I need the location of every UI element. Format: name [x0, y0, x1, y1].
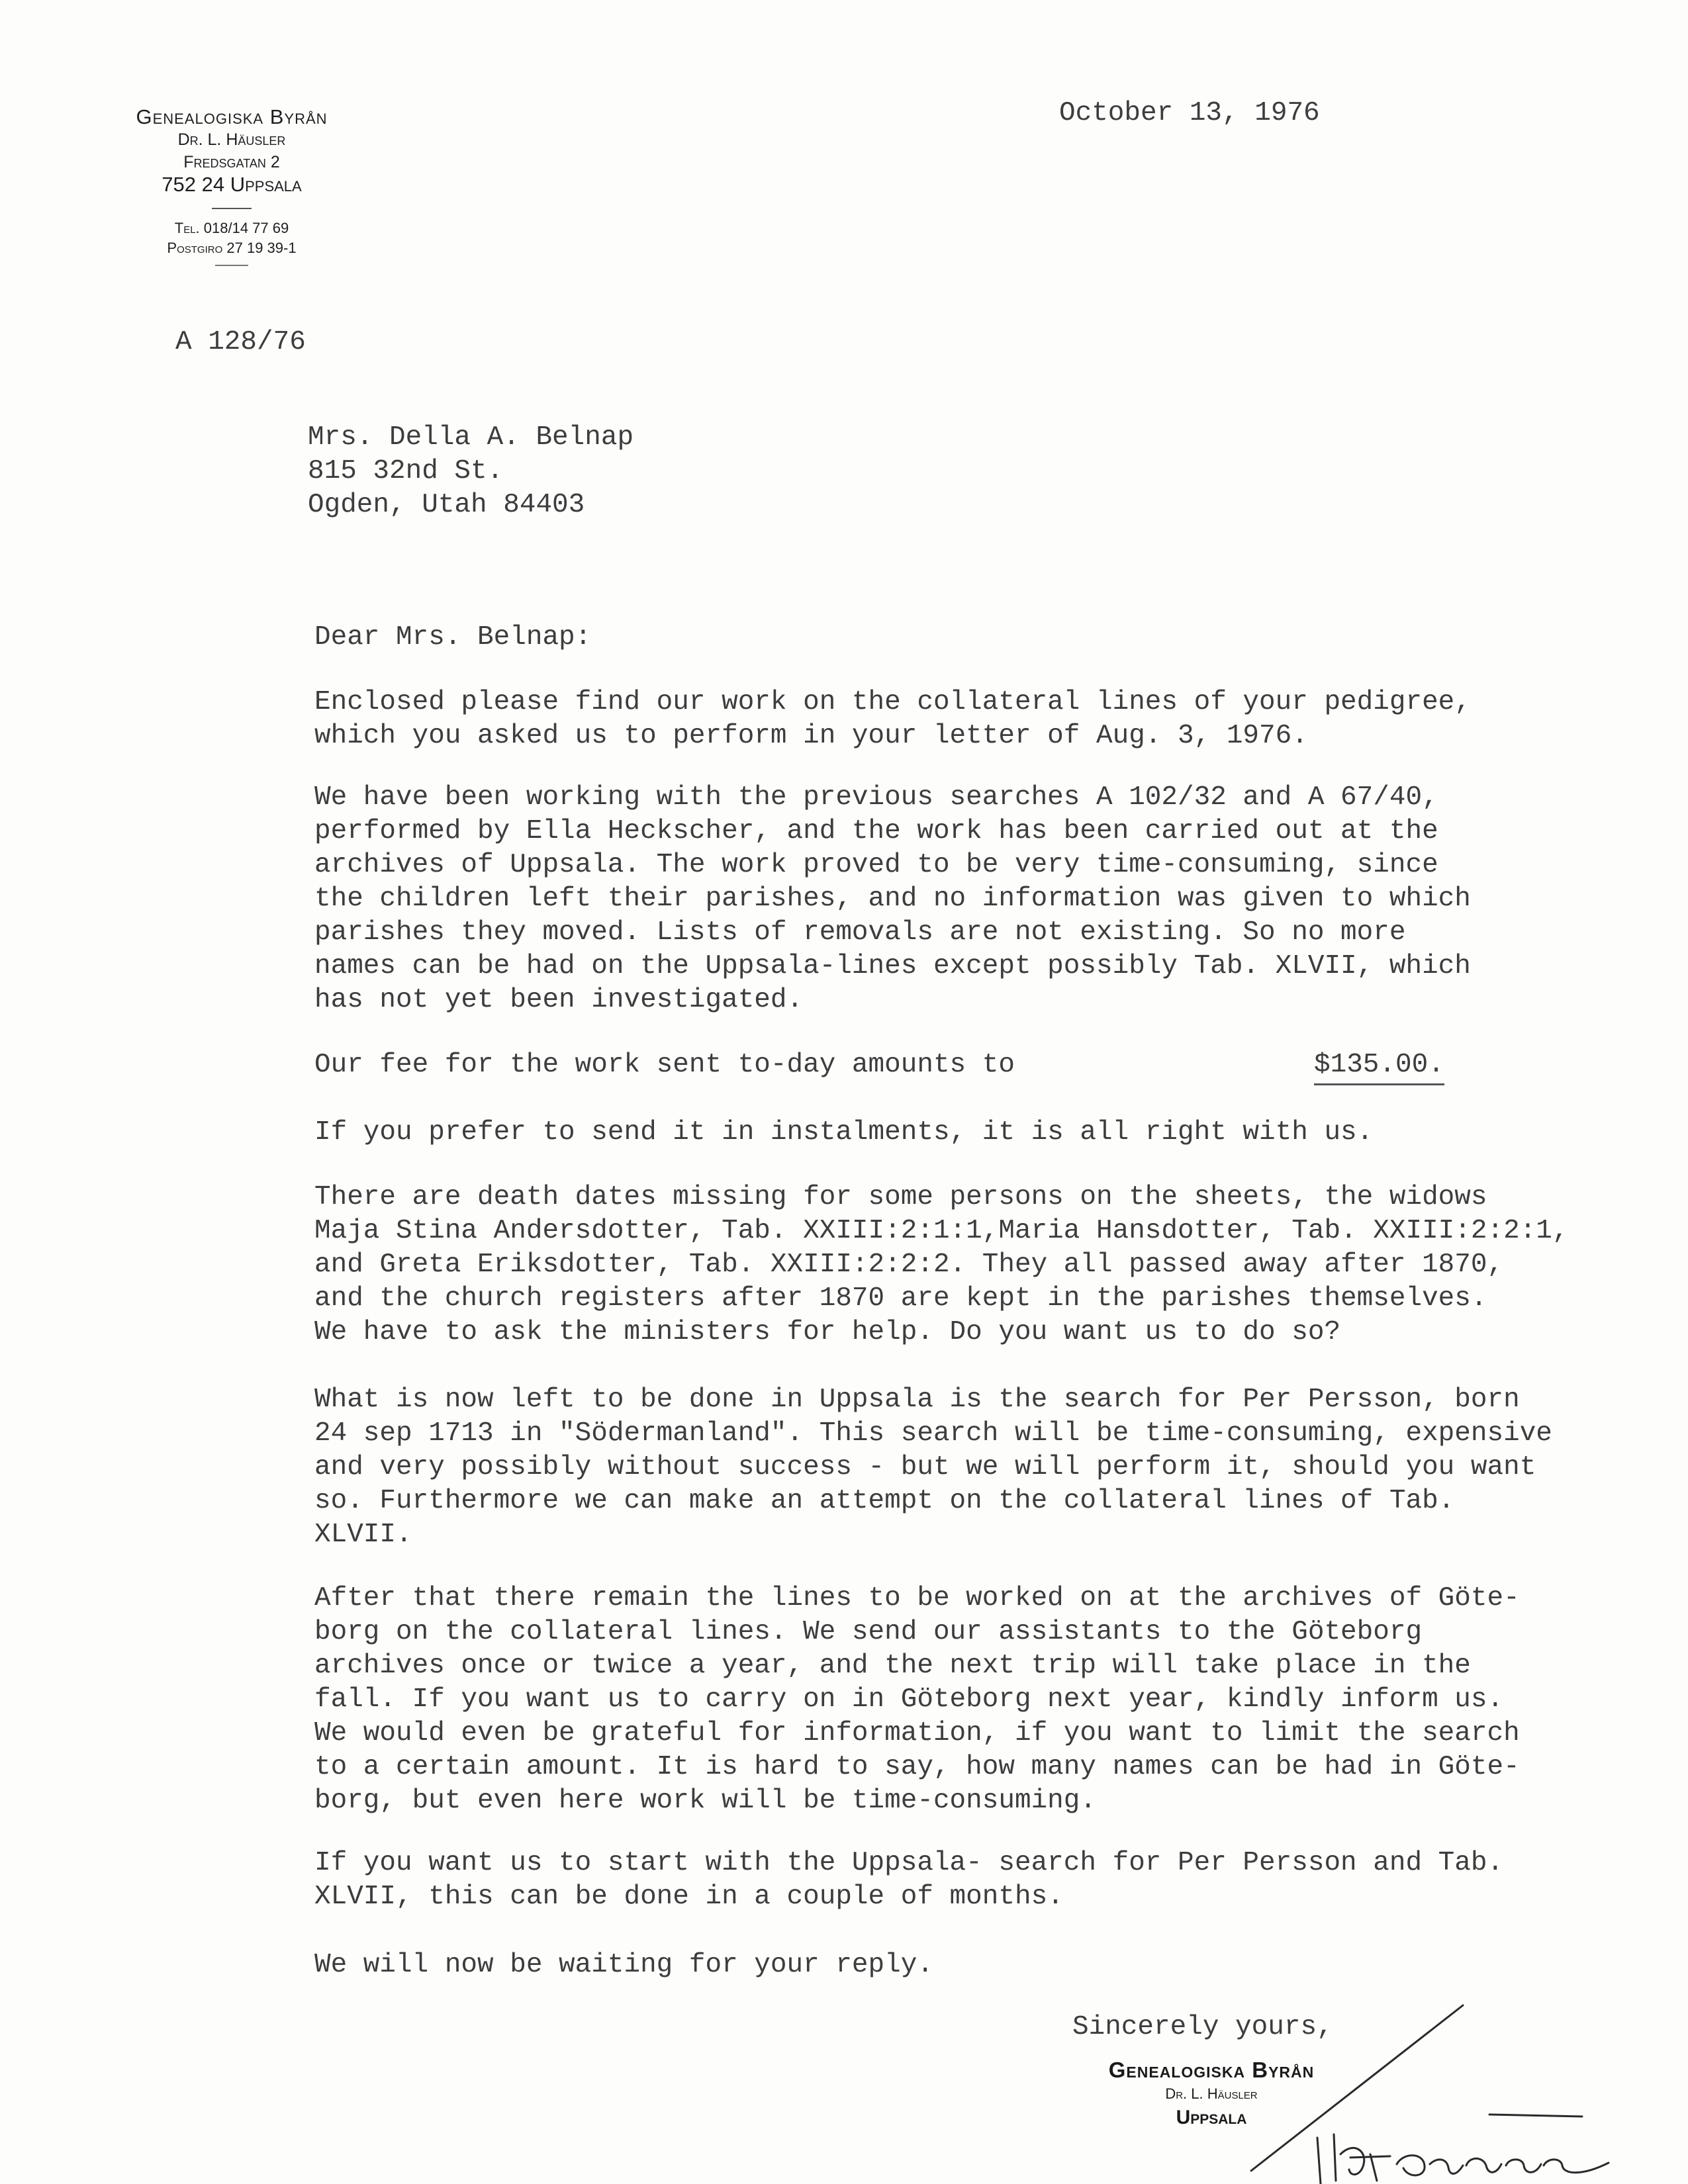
stamp-firm: Genealogiska Byrån	[1108, 2058, 1315, 2082]
letterhead-postgiro: Postgiro 27 19 39-1	[167, 240, 297, 256]
salutation: Dear Mrs. Belnap:	[314, 622, 592, 653]
letterhead	[99, 106, 364, 266]
letterhead-firm: Genealogiska Byrån	[136, 105, 328, 128]
stamp-city: Uppsala	[1176, 2107, 1247, 2128]
letterhead-divider-2	[215, 265, 248, 266]
reference-number: A 128/76	[175, 327, 306, 357]
letterhead-street: Fredsgatan 2	[183, 153, 280, 171]
paragraph-instalments: If you prefer to send it in instalments, it is all right with us.	[314, 1117, 1374, 1148]
paragraph-remaining-uppsala: What is now left to be done in Uppsala is the search for Per Persson, born 24 sep 1713 in "Södermanland". This search will be time-consuming, expensive and very possibly without success - but we will perform it, should you want so. Furthermore we can make an attempt on the collateral lines of Tab. XLVII.	[314, 1385, 1552, 1550]
paragraph-previous-searches: We have been working with the previous searches A 102/32 and A 67/40, performed by Ella Heckscher, and the work has been carried out at the archives of Uppsala. The work proved to be very time-consuming, since the children left their parishes, and no information was given to which parishes they moved. Lists of removals are not existing. So no more names can be had on the Uppsala-lines except possibly Tab. XLVII, which has not yet been investigated.	[314, 782, 1471, 1015]
paragraph-start-search: If you want us to start with the Uppsala- search for Per Persson and Tab. XLVII, this can be done in a couple of months.	[314, 1848, 1504, 1912]
paragraph-fee: Our fee for the work sent to-day amounts to	[314, 1050, 1015, 1080]
recipient-address	[308, 421, 633, 522]
fee-amount: $135.00.	[1314, 1048, 1444, 1085]
recipient-name: Mrs. Della A. Belnap	[308, 422, 634, 453]
letterhead-city: 752 24 Uppsala	[162, 173, 302, 196]
recipient-city: Ogden, Utah 84403	[308, 490, 585, 520]
paragraph-enclosure: Enclosed please find our work on the collateral lines of your pedigree, which you asked us to perform in your letter of Aug. 3, 1976.	[314, 687, 1471, 751]
recipient-street: 815 32nd St.	[308, 456, 504, 486]
paragraph-waiting: We will now be waiting for your reply.	[314, 1950, 933, 1980]
letter-date: October 13, 1976	[1059, 98, 1320, 128]
closing: Sincerely yours,	[1072, 2012, 1333, 2042]
paragraph-death-dates: There are death dates missing for some persons on the sheets, the widows Maja Stina Andersdotter, Tab. XXIII:2:1:1,Maria Hansdotter, Tab. XXIII:2:2:1, and Greta Eriksdotter, Tab. XXIII:2:2:2. They all passed away after 1870, and the church registers after 1870 are kept in the parishes themselves. We have to ask the ministers for help. Do you want us to do so?	[314, 1182, 1569, 1347]
handwritten-signature	[1238, 1999, 1648, 2184]
letterhead-divider	[212, 208, 252, 209]
stamp-doctor: Dr. L. Häusler	[1165, 2085, 1258, 2102]
paragraph-goteborg: After that there remain the lines to be worked on at the archives of Göte- borg on the collateral lines. We send our assistants to the Göteborg archives once or twice a year, and the next trip will take place in the fall. If you want us to carry on in Göteborg next year, kindly inform us. We would even be grateful for information, if you want to limit the search to a certain amount. It is hard to say, how many names can be had in Göte- borg, but even here work will be time-consuming.	[314, 1583, 1520, 1816]
letterhead-telephone: Tel. 018/14 77 69	[174, 220, 289, 236]
letterhead-doctor: Dr. L. Häusler	[177, 130, 286, 149]
